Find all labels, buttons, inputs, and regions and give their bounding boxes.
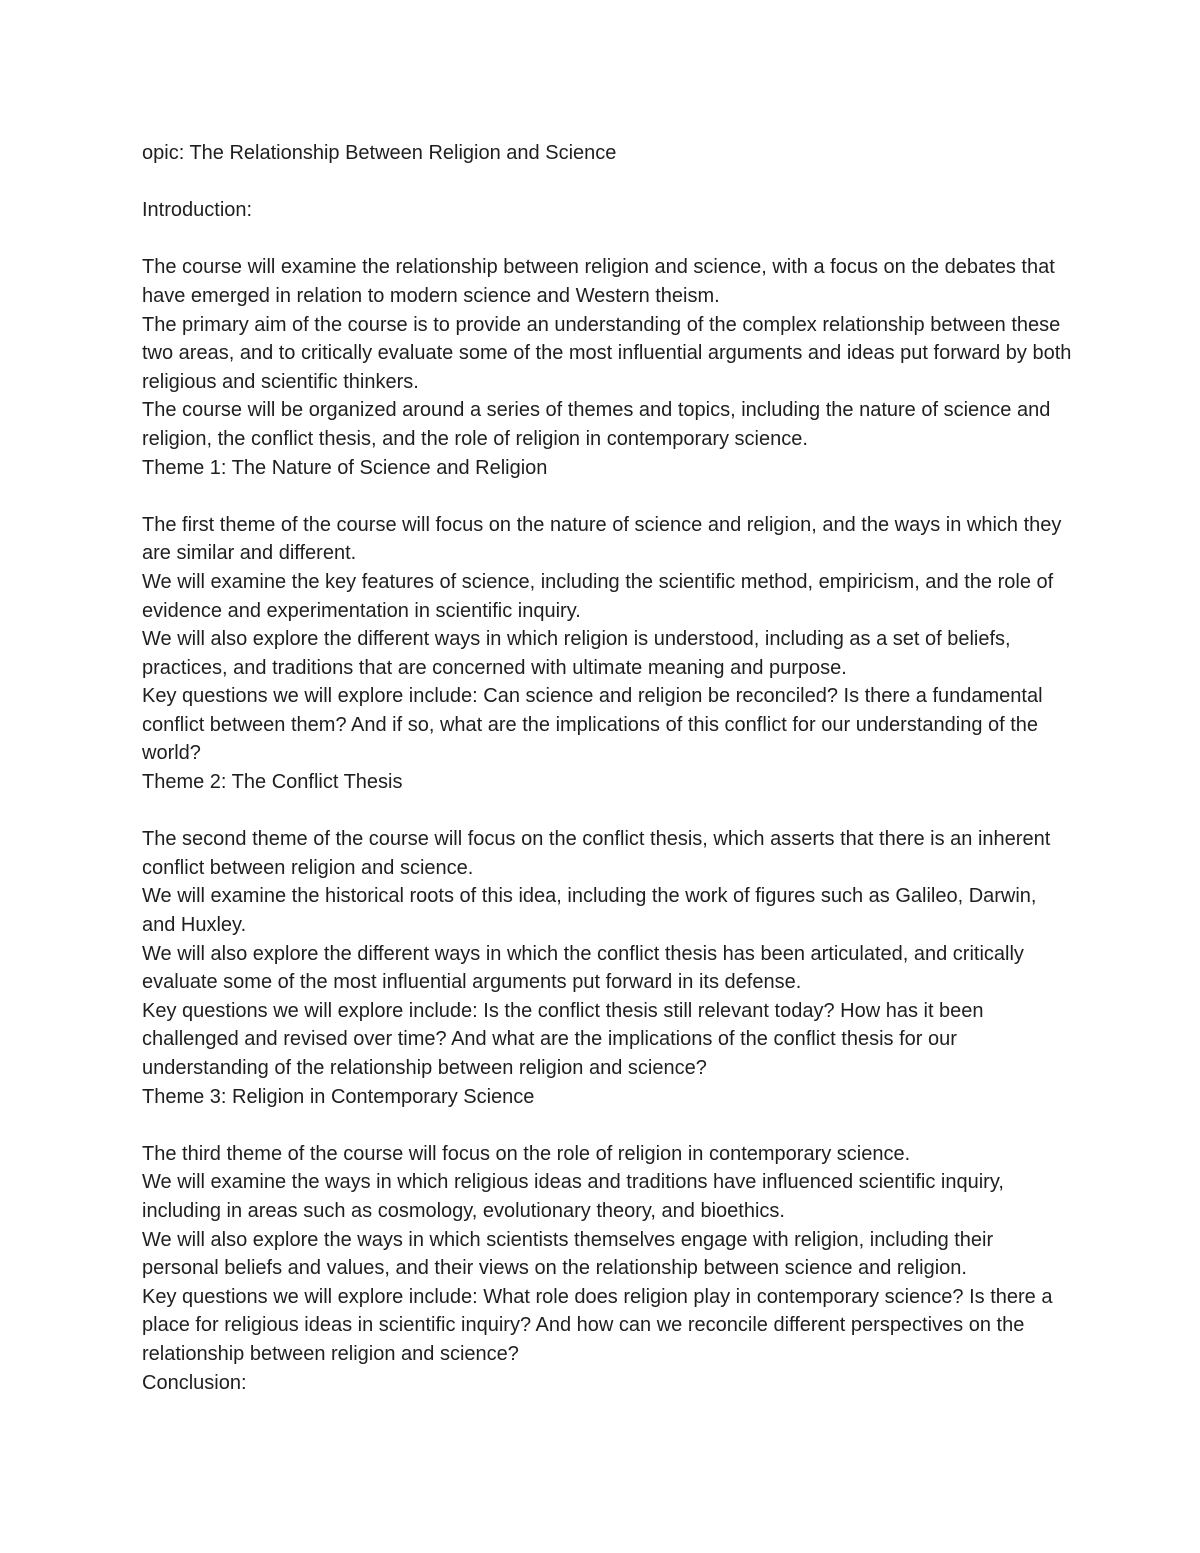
theme2-paragraph-4: Key questions we will explore include: Is the conflict thesis still relevant today? How has it been challenged and revised over time? And what are the implications of the conflict thesis for our understanding of the relationship between religion and science?	[142, 999, 990, 1079]
topic-heading: opic: The Relationship Between Religion and Science	[142, 142, 617, 164]
theme2-paragraph-2: We will examine the historical roots of this idea, including the work of figures such as Galileo, Darwin, and Huxley.	[142, 885, 1043, 937]
introduction-heading: Introduction:	[142, 199, 253, 222]
blank-line	[142, 797, 1072, 826]
theme1-paragraph-4: Key questions we will explore include: Can science and religion be reconciled? Is there a fundamental conflict between them? And if so, what are the implications of this conflict for our understanding of the world?	[142, 685, 1049, 765]
introduction-paragraph-2: The primary aim of the course is to provide an understanding of the complex relationship between these two areas, and to critically evaluate some of the most influential arguments and ideas put forward by both religious and scientific thinkers.	[142, 313, 1077, 393]
theme3-heading: Theme 3: Religion in Contemporary Science	[142, 1085, 535, 1108]
theme3-paragraph-3: We will also explore the ways in which scientists themselves engage with religion, including their personal beliefs and values, and their views on the relationship between science and religion.	[142, 1228, 999, 1280]
blank-line	[142, 168, 1072, 197]
theme1-paragraph-1: The first theme of the course will focus on the nature of science and religion, and the ways in which they are similar and different.	[142, 513, 1067, 565]
theme3-paragraph-2: We will examine the ways in which religious ideas and traditions have influenced scientific inquiry, including in areas such as cosmology, evolutionary theory, and bioethics.	[142, 1171, 1010, 1222]
theme3-paragraph-1: The third theme of the course will focus on the role of religion in contemporary science.	[142, 1142, 911, 1165]
blank-line	[142, 1111, 1072, 1140]
conclusion-heading: Conclusion:	[142, 1371, 247, 1394]
theme1-heading: Theme 1: The Nature of Science and Religion	[142, 456, 548, 479]
introduction-paragraph-3: The course will be organized around a series of themes and topics, including the nature of science and religion, the conflict thesis, and the role of religion in contemporary science.	[142, 399, 1056, 450]
theme3-paragraph-4: Key questions we will explore include: What role does religion play in contemporary science? Is there a place for religious ideas in scientific inquiry? And how can we reconcile different perspectives on the relationship between religion and science?	[142, 1285, 1059, 1365]
theme2-heading: Theme 2: The Conflict Thesis	[142, 771, 403, 794]
theme1-paragraph-2: We will examine the key features of science, including the scientific method, empiricism, and the role of evidence and experimentation in scientific inquiry.	[142, 570, 1059, 622]
theme2-paragraph-1: The second theme of the course will focus on the conflict thesis, which asserts that there is an inherent conflict between religion and science.	[142, 828, 1056, 879]
theme1-paragraph-3: We will also explore the different ways in which religion is understood, including as a set of beliefs, practices, and traditions that are concerned with ultimate meaning and purpose.	[142, 628, 1017, 679]
blank-line	[142, 225, 1072, 254]
theme2-paragraph-3: We will also explore the different ways in which the conflict thesis has been articulated, and critically evaluate some of the most influential arguments put forward in its defense.	[142, 942, 1030, 994]
document-body	[142, 139, 1077, 1397]
introduction-paragraph-1: The course will examine the relationship between religion and science, with a focus on the debates that have emerged in relation to modern science and Western theism.	[142, 256, 1061, 307]
blank-line	[142, 482, 1072, 511]
